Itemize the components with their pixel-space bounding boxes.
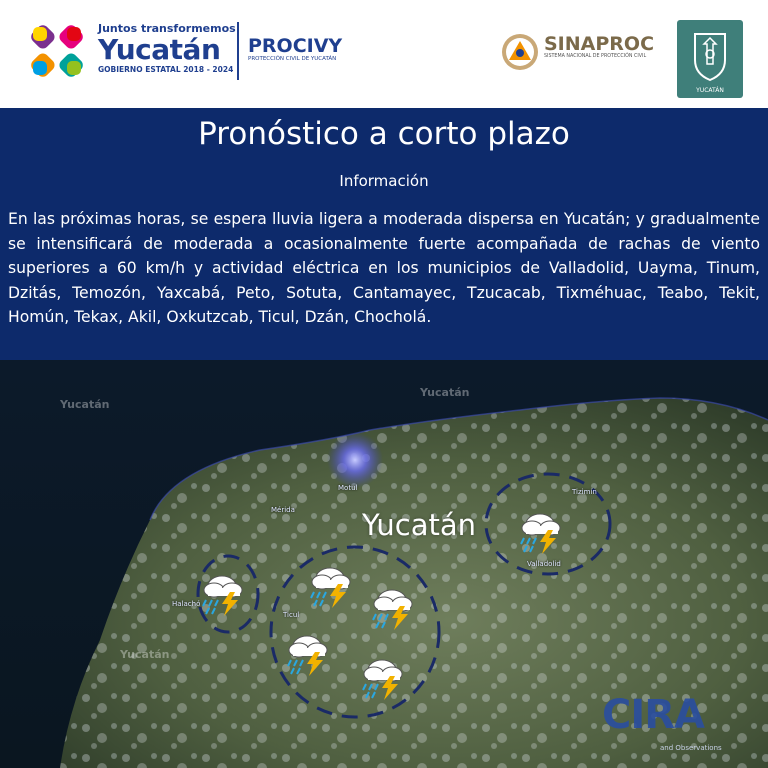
procivy-subtitle: PROTECCIÓN CIVIL DE YUCATÁN [248,56,337,62]
city-tizimin: Tizimín [572,488,597,496]
watermark-yucatan: Yucatán [120,648,170,661]
procivy-title: PROCIVY [248,35,343,57]
sinaproc-subtitle: SISTEMA NACIONAL DE PROTECCIÓN CIVIL [544,54,647,59]
city-ticul: Ticul [283,611,300,619]
sinaproc-emblem-icon [500,32,540,72]
cira-tagline: and Observations [660,744,722,752]
shield-label: YUCATÁN [696,87,724,94]
page-subtitle: Información [339,172,429,190]
sinaproc-logo [544,34,654,59]
city-valladolid: Valladolid [527,560,561,568]
header [0,0,768,108]
forecast-text: En las próximas horas, se espera lluvia ligera a moderada dispersa en Yucatán; y gradualmente se intensificará de moderada a ocasionalmente fuerte acompañada de rachas de viento superiores a 60 km/h y actividad eléctrica en los municipios de Valladolid, Uayma, Tinum, Dzitás, Temozón, Yaxcabá, Peto, Sotuta, Cantamayec, Tzucacab, Tixméhuac, Teabo, Tekit, Homún, Tekax, Akil, Oxkutzcab, Ticul, Dzán, Chocholá. [8,210,760,326]
yucatan-name: Yucatán [98,33,221,66]
yucatan-wordmark [98,22,236,74]
storm-cloud-lightning-icon [370,584,420,630]
map-state-label: Yucatán [362,508,477,542]
shield-icon [677,20,743,86]
watermark-yucatan: Yucatán [420,386,470,399]
city-motul: Motul [338,484,358,492]
procivy-logo [248,36,342,62]
yucatan-government: GOBIERNO ESTATAL 2018 - 2024 [98,65,234,74]
storm-cloud-lightning-icon [308,562,358,608]
city-merida: Mérida [271,506,295,514]
sinaproc-title: SINAPROC [544,33,655,55]
storm-cloud-lightning-icon [285,630,335,676]
cira-logo: CIRA [602,692,704,738]
page-title: Pronóstico a corto plazo [198,116,570,152]
yucatan-shield-logo [677,20,743,98]
yucatan-logo-icon [24,18,90,84]
header-divider [237,22,239,80]
storm-cloud-lightning-icon [518,508,568,554]
storm-cloud-lightning-icon [360,654,410,700]
watermark-yucatan: Yucatán [60,398,110,411]
yucatan-slogan: Juntos transformemos [98,22,236,35]
storm-cloud-lightning-icon [200,570,250,616]
city-halacho: Halachó [172,600,201,608]
